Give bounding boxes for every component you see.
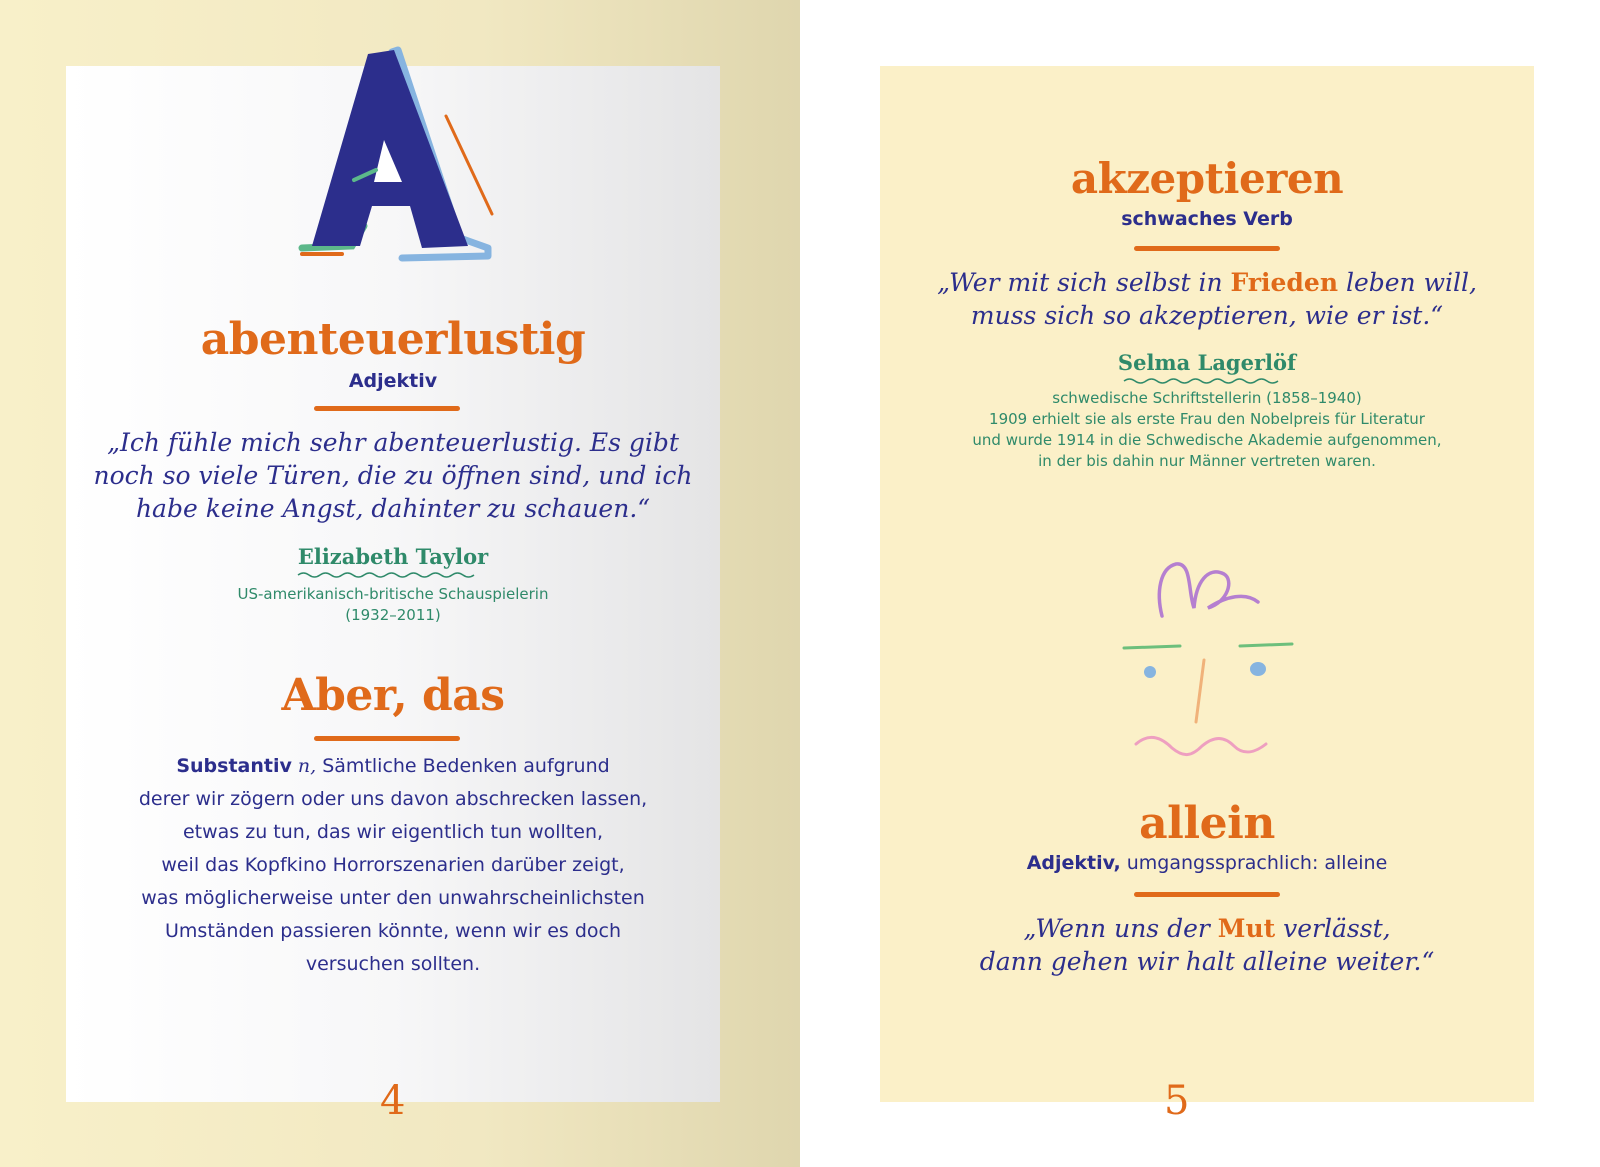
bio-line: 1909 erhielt sie als erste Frau den Nobelpreis für Literatur bbox=[989, 410, 1425, 428]
headword-abenteuerlustig: abenteuerlustig bbox=[200, 314, 586, 365]
pos-line bbox=[880, 852, 1534, 874]
wavy-underline bbox=[298, 571, 474, 579]
quote-line: habe keine Angst, dahinter zu schauen.“ bbox=[135, 494, 651, 523]
right-page bbox=[800, 0, 1600, 1167]
right-page-panel bbox=[880, 66, 1534, 1102]
quote-text: „Wenn uns der bbox=[1023, 914, 1218, 943]
quote-line: dann gehen wir halt alleine weiter.“ bbox=[979, 947, 1435, 976]
divider-rule bbox=[1134, 246, 1280, 251]
page-number-left: 4 bbox=[380, 1078, 406, 1124]
author-name: Elizabeth Taylor bbox=[297, 544, 489, 569]
definition-line: was möglicherweise unter den unwahrscheinlichsten bbox=[141, 887, 645, 909]
quote-mut bbox=[880, 912, 1534, 978]
definition-line: Umständen passieren könnte, wenn wir es doch bbox=[165, 920, 621, 942]
pos-label: Adjektiv bbox=[348, 370, 438, 392]
headword-akzeptieren: akzeptieren bbox=[1070, 154, 1344, 203]
left-page-panel bbox=[66, 66, 720, 1102]
author-bio bbox=[66, 584, 720, 626]
bio-line: US-amerikanisch-britische Schauspielerin bbox=[237, 585, 549, 603]
bio-line: und wurde 1914 in die Schwedische Akademie aufgenommen, bbox=[972, 431, 1442, 449]
headword-aber-das: Aber, das bbox=[281, 670, 505, 721]
bio-line: (1932–2011) bbox=[345, 606, 441, 624]
pos-adjektiv: Adjektiv, bbox=[1026, 852, 1121, 874]
pos-substantiv: Substantiv bbox=[176, 755, 292, 777]
definition-first: Sämtliche Bedenken aufgrund bbox=[316, 755, 610, 777]
face-illustration bbox=[1116, 552, 1300, 772]
definition-line: versuchen sollten. bbox=[305, 953, 481, 975]
letter-a-illustration bbox=[302, 46, 502, 286]
quote-line bbox=[880, 266, 1534, 299]
divider-rule bbox=[314, 736, 460, 741]
definition-line: derer wir zögern oder uns davon abschrecken lassen, bbox=[138, 788, 648, 810]
author-name: Selma Lagerlöf bbox=[1117, 350, 1297, 375]
definition-aber bbox=[66, 750, 720, 981]
quote-text: verlässt, bbox=[1275, 914, 1391, 943]
bio-line: in der bis dahin nur Männer vertreten waren. bbox=[1038, 452, 1376, 470]
quote-highlight: Frieden bbox=[1230, 268, 1338, 297]
headword-allein: allein bbox=[1139, 798, 1275, 849]
definition-line: etwas zu tun, das wir eigentlich tun wollten, bbox=[182, 821, 604, 843]
definition-line bbox=[66, 750, 720, 783]
quote-lagerloef bbox=[880, 266, 1534, 332]
definition-line: weil das Kopfkino Horrorszenarien darüber zeigt, bbox=[161, 854, 625, 876]
author-bio bbox=[880, 388, 1534, 472]
quote-line: „Ich fühle mich sehr abenteuerlustig. Es gibt bbox=[107, 428, 679, 457]
bio-line: schwedische Schriftstellerin (1858–1940) bbox=[1052, 389, 1362, 407]
quote-line bbox=[880, 912, 1534, 945]
quote-line: noch so viele Türen, die zu öffnen sind, und ich bbox=[93, 461, 693, 490]
quote-text: leben will, bbox=[1338, 268, 1477, 297]
quote-taylor bbox=[66, 426, 720, 525]
pos-label: schwaches Verb bbox=[1121, 208, 1293, 230]
gender-label: n, bbox=[297, 755, 317, 777]
wavy-underline bbox=[1124, 377, 1278, 385]
divider-rule bbox=[314, 406, 460, 411]
page-number-right: 5 bbox=[1164, 1078, 1190, 1124]
quote-text: „Wer mit sich selbst in bbox=[937, 268, 1231, 297]
divider-rule bbox=[1134, 892, 1280, 897]
quote-line: muss sich so akzeptieren, wie er ist.“ bbox=[970, 301, 1444, 330]
quote-highlight: Mut bbox=[1217, 914, 1276, 943]
pos-note: umgangssprachlich: alleine bbox=[1120, 852, 1388, 874]
